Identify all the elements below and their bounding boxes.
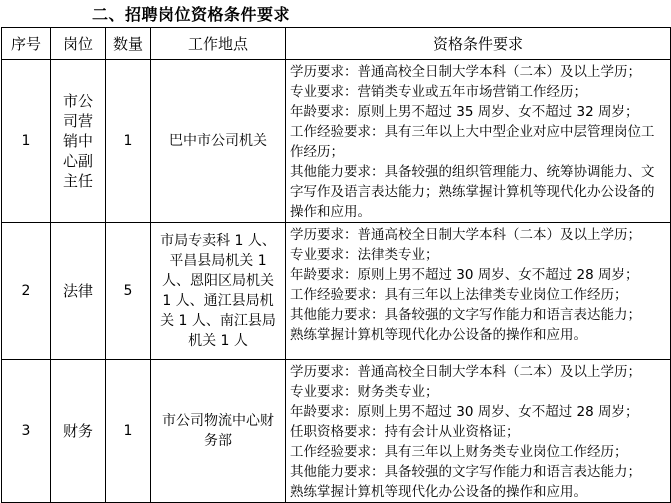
position-text: 市公司营销中心副主任 — [62, 92, 93, 190]
row-requirements — [286, 60, 671, 223]
recruitment-table — [1, 27, 671, 503]
requirement-line: 年龄要求：原则上男不超过 35 周岁、女不超过 32 周岁； — [290, 104, 639, 120]
location-text: 市局专卖科 1 人、平昌县局机关 1 人、恩阳区局机关 1 人、通江县局机关 1 人、南江县局机关 1 人 — [160, 233, 276, 349]
requirement-line: 专业要求：法律类专业； — [290, 247, 439, 263]
requirement-line: 年龄要求：原则上男不超过 30 周岁、女不超过 28 周岁； — [290, 267, 639, 283]
table-row — [2, 360, 671, 503]
requirement-line: 专业要求：财务类专业； — [290, 384, 439, 400]
header-requirements: 资格条件要求 — [286, 28, 671, 60]
row-quantity: 5 — [106, 223, 151, 360]
header-quantity: 数量 — [106, 28, 151, 60]
row-requirements — [286, 360, 671, 503]
header-row — [2, 28, 671, 60]
row-requirements — [286, 223, 671, 360]
requirement-line: 熟练掌握计算机等现代化办公设备的操作和应用。 — [290, 327, 587, 343]
requirement-line: 工作经验要求：具有三年以上大中型企业对应中层管理岗位工作经历； — [290, 124, 655, 160]
table-row — [2, 60, 671, 223]
header-location: 工作地点 — [151, 28, 286, 60]
requirement-line: 专业要求：营销类专业或五年市场营销工作经历； — [290, 84, 587, 100]
row-quantity: 1 — [106, 360, 151, 503]
location-text: 市公司物流中心财务部 — [162, 413, 274, 449]
header-position: 岗位 — [51, 28, 106, 60]
row-position — [51, 360, 106, 503]
row-no: 2 — [2, 223, 51, 360]
requirement-line: 熟练掌握计算机等现代化办公设备的操作和应用。 — [290, 484, 587, 500]
row-location — [151, 360, 286, 503]
row-location — [151, 60, 286, 223]
header-no: 序号 — [2, 28, 51, 60]
requirement-line: 工作经验要求：具有三年以上法律类专业岗位工作经历； — [290, 287, 628, 303]
requirement-line: 工作经验要求：具有三年以上财务类专业岗位工作经历； — [290, 444, 628, 460]
requirement-line: 学历要求：普通高校全日制大学本科（二本）及以上学历； — [290, 64, 641, 80]
location-text: 巴中市公司机关 — [169, 133, 267, 149]
table-row — [2, 223, 671, 360]
row-position — [51, 60, 106, 223]
requirement-line: 其他能力要求：具备较强的组织管理能力、统筹协调能力、文字写作及语言表达能力；熟练掌握计算机等现代化办公设备的操作和应用。 — [290, 164, 655, 220]
row-location — [151, 223, 286, 360]
requirement-line: 其他能力要求：具备较强的文字写作能力和语言表达能力； — [290, 307, 641, 323]
row-no: 1 — [2, 60, 51, 223]
row-position — [51, 223, 106, 360]
row-quantity: 1 — [106, 60, 151, 223]
row-no: 3 — [2, 360, 51, 503]
section-title: 二、招聘岗位资格条件要求 — [92, 5, 291, 24]
requirement-line: 学历要求：普通高校全日制大学本科（二本）及以上学历； — [290, 364, 641, 380]
position-text: 财务 — [62, 422, 93, 440]
requirement-line: 年龄要求：原则上男不超过 30 周岁、女不超过 28 周岁； — [290, 404, 639, 420]
position-text: 法律 — [62, 282, 93, 300]
requirement-line: 其他能力要求：具备较强的文字写作能力和语言表达能力； — [290, 464, 641, 480]
requirement-line: 学历要求：普通高校全日制大学本科（二本）及以上学历； — [290, 227, 641, 243]
requirement-line: 任职资格要求：持有会计从业资格证； — [290, 424, 520, 440]
